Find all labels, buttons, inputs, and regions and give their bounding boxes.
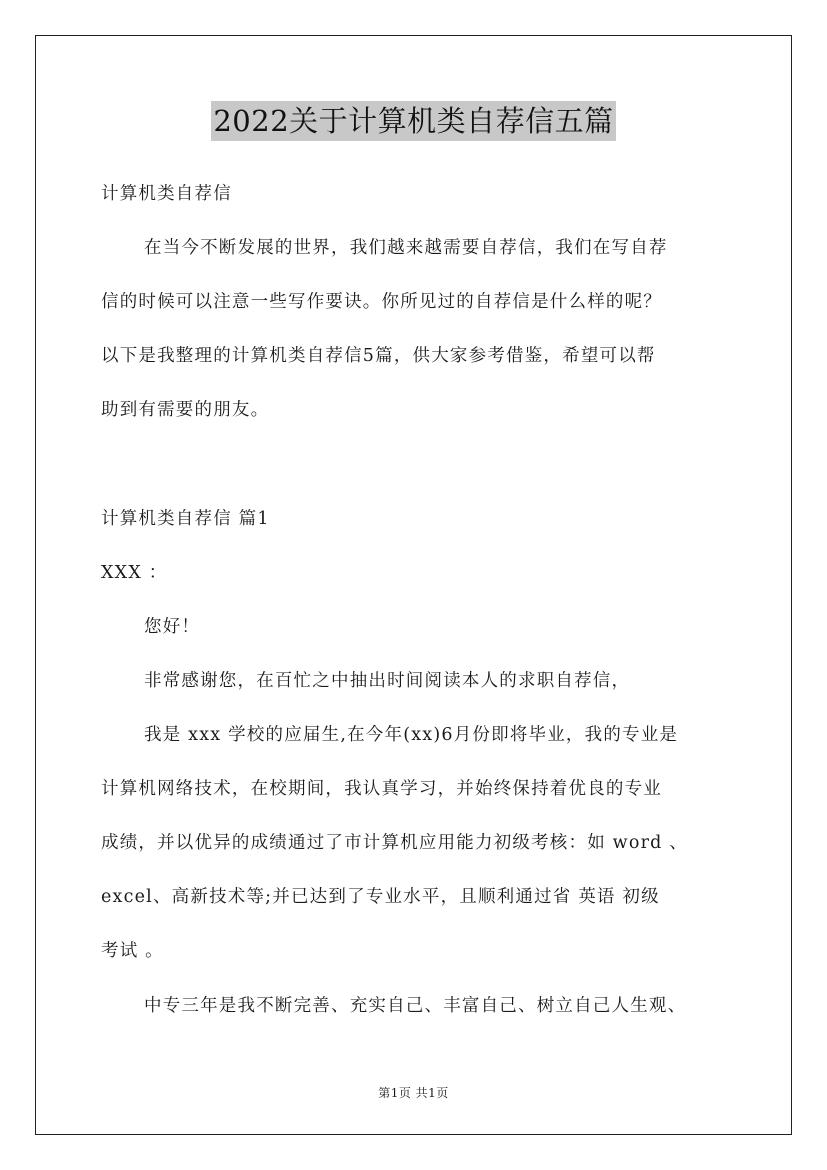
salutation: XXX ： <box>101 563 168 583</box>
paragraph-line: 助到有需要的朋友。 <box>101 400 270 420</box>
paragraph-line: 中专三年是我不断完善、充实自己、丰富自己、树立自己人生观、 <box>144 996 687 1016</box>
document-title: 2022关于计算机类自荐信五篇 <box>211 101 615 141</box>
paragraph-line: 成绩，并以优异的成绩通过了市计算机应用能力初级考核：如 word 、 <box>101 833 689 853</box>
paragraph-line: 在当今不断发展的世界，我们越来越需要自荐信，我们在写自荐 <box>144 238 668 258</box>
paragraph-line: 我是 xxx 学校的应届生,在今年(xx)6月份即将毕业，我的专业是 <box>144 725 679 745</box>
paragraph-line: 计算机网络技术，在校期间，我认真学习，并始终保持着优良的专业 <box>101 779 662 799</box>
paragraph-line: 考试 。 <box>101 941 164 961</box>
greeting: 您好！ <box>144 617 201 637</box>
page-footer: 第1页 共1页 <box>378 1086 449 1100</box>
paragraph-line: 以下是我整理的计算机类自荐信5篇，供大家参考借鉴，希望可以帮 <box>101 346 656 366</box>
paragraph-line: 信的时候可以注意一些写作要诀。你所见过的自荐信是什么样的呢？ <box>101 292 662 312</box>
section-heading: 计算机类自荐信 <box>101 184 232 204</box>
title-container <box>0 101 827 141</box>
paragraph-line: excel、高新技术等;并已达到了专业水平，且顺利通过省 英语 初级 <box>101 887 660 907</box>
letter-heading: 计算机类自荐信 篇1 <box>101 509 270 529</box>
paragraph-line: 非常感谢您，在百忙之中抽出时间阅读本人的求职自荐信， <box>144 671 631 691</box>
